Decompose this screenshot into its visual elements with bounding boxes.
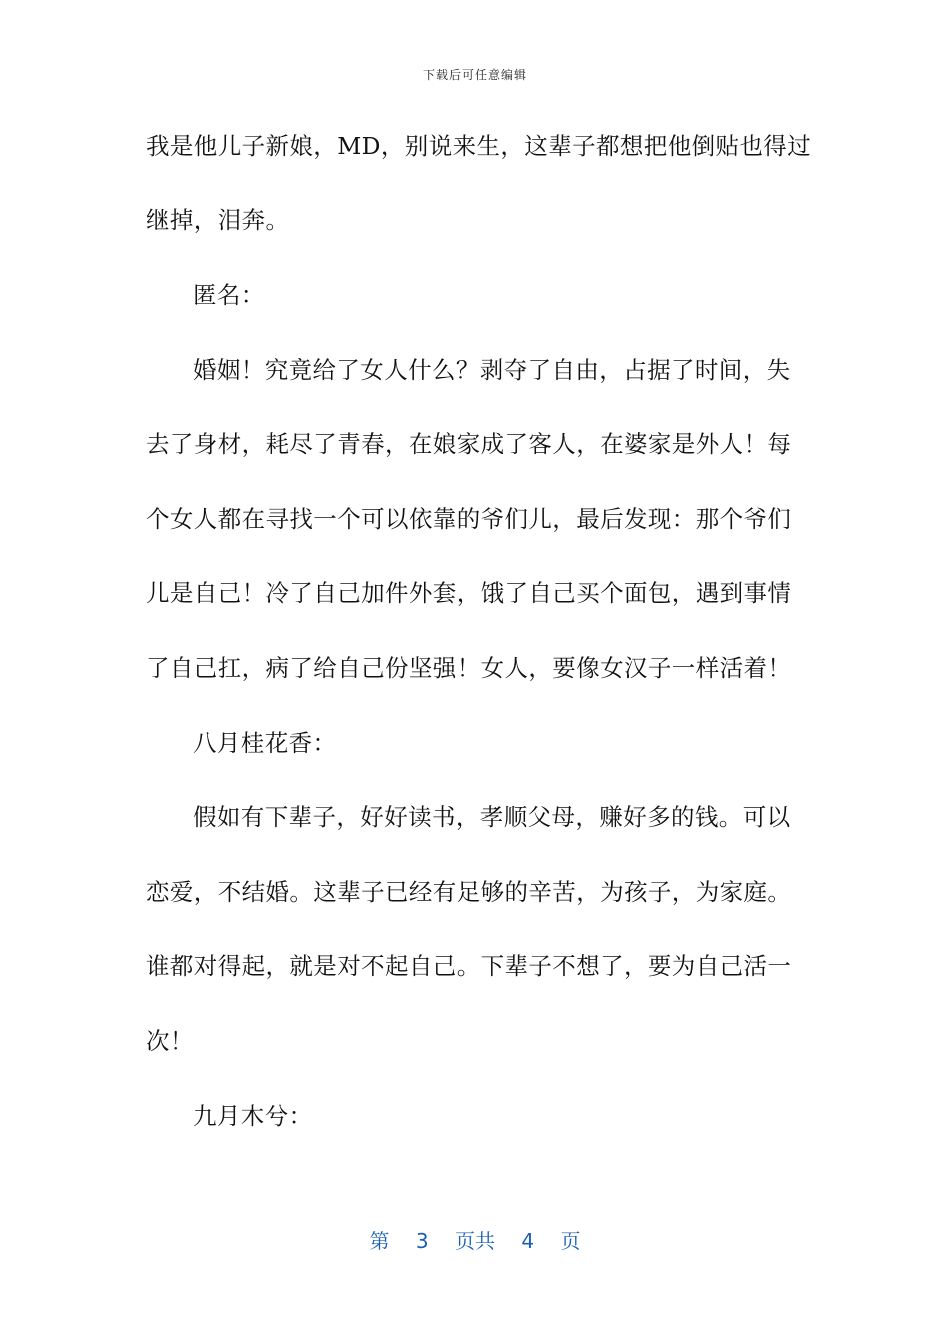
text-line: 假如有下辈子，好好读书，孝顺父母，赚好多的钱。可以 <box>193 803 791 831</box>
text-line: 儿是自己！冷了自己加件外套，饿了自己买个面包，遇到事情 <box>146 579 792 607</box>
text-line: 去了身材，耗尽了青春，在娘家成了客人，在婆家是外人！每 <box>146 430 792 458</box>
page-number-footer <box>0 1225 950 1254</box>
speaker-label: 匿名： <box>193 281 265 309</box>
text-line: 个女人都在寻找一个可以依靠的爷们儿，最后发现：那个爷们 <box>146 505 792 533</box>
current-page-number: 3 <box>415 1229 429 1253</box>
text-line: 次！ <box>146 1027 194 1055</box>
text-line: 婚姻！究竟给了女人什么？剥夺了自由，占据了时间，失 <box>193 356 791 384</box>
speaker-label: 八月桂花香： <box>193 729 337 757</box>
header-note: 下载后可任意编辑 <box>422 68 527 82</box>
text-line: 了自己扛，病了给自己份坚强！女人，要像女汉子一样活着！ <box>146 654 792 682</box>
footer-suffix: 页 <box>560 1229 581 1253</box>
text-line: 继掉，泪奔。 <box>146 206 290 234</box>
speaker-label: 九月木兮： <box>193 1102 313 1130</box>
footer-middle: 页共 <box>455 1229 495 1253</box>
text-line: 恋爱，不结婚。这辈子已经有足够的辛苦，为孩子，为家庭。 <box>146 878 792 906</box>
text-line: 谁都对得起，就是对不起自己。下辈子不想了，要为自己活一 <box>146 952 792 980</box>
total-pages-number: 4 <box>521 1229 535 1253</box>
text-line: 我是他儿子新娘，MD，别说来生，这辈子都想把他倒贴也得过 <box>146 132 812 160</box>
footer-prefix: 第 <box>369 1229 390 1253</box>
